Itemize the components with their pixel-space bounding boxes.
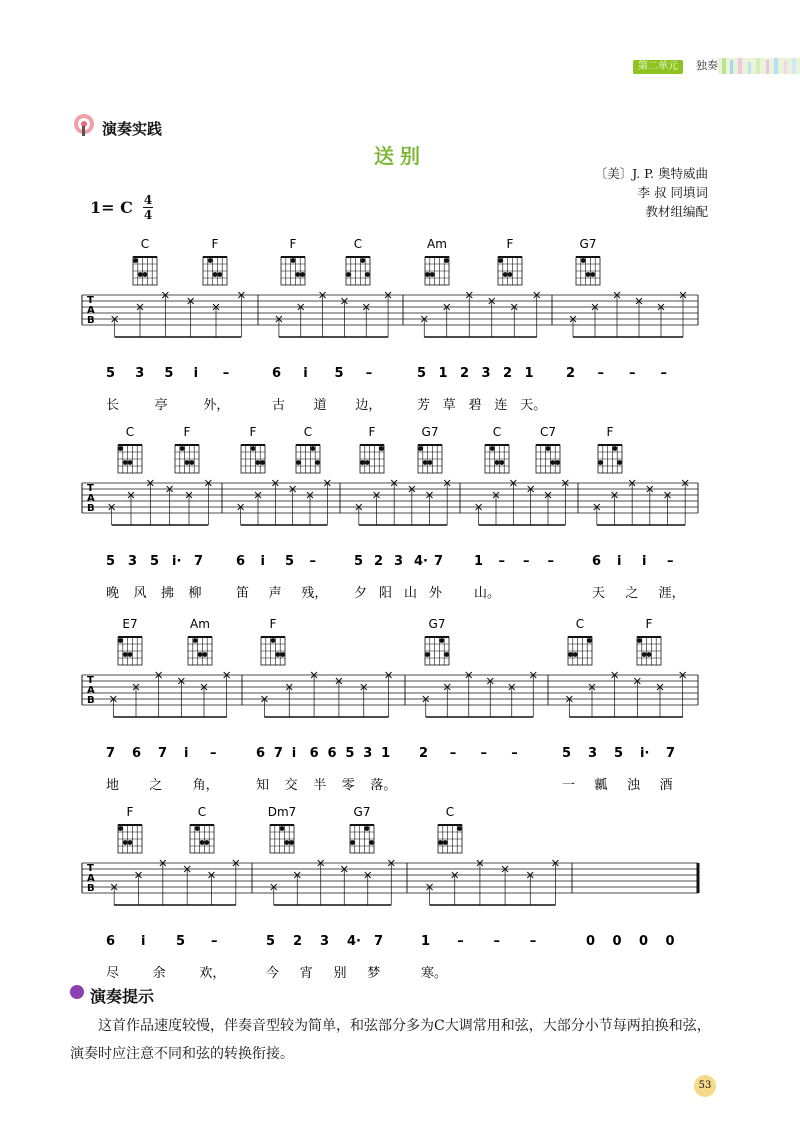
lyric: 残， bbox=[301, 586, 328, 601]
lyric: 宵 bbox=[299, 966, 313, 981]
guitar-icon bbox=[72, 112, 98, 138]
jianpu-note: 5 bbox=[614, 746, 624, 761]
finger-dot bbox=[503, 272, 508, 277]
key-signature: 1= C bbox=[90, 198, 133, 217]
jianpu-note: – bbox=[365, 366, 373, 381]
chord-name: C bbox=[492, 425, 502, 439]
jianpu-note: 2 bbox=[460, 366, 470, 381]
jianpu-note: 7 bbox=[194, 554, 204, 569]
lyric: 边， bbox=[355, 398, 382, 413]
lyric: 外 bbox=[429, 586, 443, 601]
jianpu-note: i· bbox=[172, 554, 182, 569]
jianpu-note: – bbox=[449, 746, 457, 761]
jianpu-note: 3 bbox=[320, 934, 330, 949]
chord-name: F bbox=[506, 237, 514, 251]
finger-dot bbox=[490, 446, 495, 451]
jianpu-note: 7 bbox=[106, 746, 116, 761]
jianpu-note: i bbox=[617, 554, 622, 569]
lyric: 之 bbox=[625, 586, 639, 601]
jianpu-note: 4· bbox=[414, 554, 428, 569]
time-signature bbox=[143, 194, 153, 221]
jianpu-note: i· bbox=[640, 746, 650, 761]
finger-dot bbox=[217, 272, 222, 277]
finger-dot bbox=[118, 446, 123, 451]
lyric: 长 bbox=[106, 398, 120, 413]
jianpu-note: i bbox=[193, 366, 199, 381]
jianpu-note: 5 bbox=[345, 746, 355, 761]
finger-dot bbox=[208, 258, 213, 263]
finger-dot bbox=[289, 840, 294, 845]
lyric: 地 bbox=[106, 778, 120, 793]
finger-dot bbox=[310, 446, 315, 451]
chord-name: C bbox=[125, 425, 135, 439]
jianpu-note: 1 bbox=[474, 554, 484, 569]
finger-dot bbox=[647, 652, 652, 657]
lyric: 尽 bbox=[106, 966, 120, 981]
jianpu-note: – bbox=[309, 554, 316, 569]
lyric: 风 bbox=[133, 586, 147, 601]
lyric: 连 bbox=[494, 398, 508, 413]
finger-dot bbox=[642, 652, 647, 657]
finger-dot bbox=[438, 840, 443, 845]
jianpu-note: – bbox=[667, 554, 674, 569]
chord-name: C bbox=[575, 617, 585, 631]
arranger-credit: 教材组编配 bbox=[645, 204, 708, 219]
chord-name: F bbox=[606, 425, 614, 439]
lyric: 瓤 bbox=[594, 778, 608, 793]
jianpu-note: i bbox=[260, 554, 265, 569]
jianpu-note: – bbox=[523, 554, 530, 569]
lyric: 之 bbox=[149, 778, 163, 793]
lyric: 阳 bbox=[379, 586, 393, 601]
chord-name: E7 bbox=[122, 617, 138, 631]
chord-name: F bbox=[183, 425, 191, 439]
jianpu-note: 0 bbox=[665, 934, 675, 949]
finger-dot bbox=[128, 840, 133, 845]
finger-dot bbox=[346, 272, 351, 277]
lyric: 柳 bbox=[188, 586, 202, 601]
finger-dot bbox=[457, 826, 462, 831]
finger-dot bbox=[365, 272, 370, 277]
tab-letter: A bbox=[87, 493, 95, 504]
lyric: 别 bbox=[333, 966, 347, 981]
lyric: 涯， bbox=[658, 586, 685, 601]
jianpu-note: – bbox=[660, 366, 667, 381]
meter-bottom: 4 bbox=[143, 208, 153, 222]
lyric: 道 bbox=[313, 398, 327, 413]
chord-name: Am bbox=[190, 617, 210, 631]
finger-dot bbox=[251, 446, 256, 451]
finger-dot bbox=[637, 638, 642, 643]
chord-name: C bbox=[445, 805, 455, 819]
jianpu-note: 1 bbox=[438, 366, 448, 381]
jianpu-note: 5 bbox=[334, 366, 344, 381]
finger-dot bbox=[260, 460, 265, 465]
jianpu-note: i bbox=[642, 554, 647, 569]
jianpu-note: – bbox=[457, 934, 464, 949]
tab-letter: A bbox=[87, 305, 95, 316]
jianpu-note: 7 bbox=[434, 554, 444, 569]
tab-letter: B bbox=[87, 315, 95, 326]
finger-dot bbox=[189, 460, 194, 465]
jianpu-note: 6 bbox=[132, 746, 142, 761]
finger-dot bbox=[296, 460, 301, 465]
finger-dot bbox=[185, 460, 190, 465]
finger-dot bbox=[581, 258, 586, 263]
finger-dot bbox=[133, 258, 138, 263]
jianpu-note: 3 bbox=[481, 366, 491, 381]
score-system bbox=[82, 617, 698, 793]
hints-heading: 演奏提示 bbox=[90, 987, 155, 1006]
finger-dot bbox=[555, 460, 560, 465]
jianpu-note: 4· bbox=[347, 934, 361, 949]
finger-dot bbox=[200, 840, 205, 845]
lyric: 今 bbox=[266, 966, 280, 981]
lyric: 天 bbox=[592, 586, 606, 601]
finger-dot bbox=[284, 840, 289, 845]
finger-dot bbox=[508, 272, 513, 277]
finger-dot bbox=[123, 840, 128, 845]
jianpu-note: 6 bbox=[272, 366, 282, 381]
finger-dot bbox=[315, 460, 320, 465]
finger-dot bbox=[423, 460, 428, 465]
jianpu-note: i bbox=[184, 746, 189, 761]
tab-letter: T bbox=[87, 483, 94, 494]
jianpu-note: 2 bbox=[293, 934, 303, 949]
finger-dot bbox=[428, 460, 433, 465]
lyric: 一 bbox=[562, 778, 576, 793]
jianpu-note: 5 bbox=[562, 746, 572, 761]
bullet-icon bbox=[68, 982, 86, 1000]
chord-name: F bbox=[211, 237, 219, 251]
lyric: 零 bbox=[341, 778, 355, 793]
jianpu-note: 2 bbox=[374, 554, 384, 569]
finger-dot bbox=[587, 638, 592, 643]
finger-dot bbox=[418, 446, 423, 451]
finger-dot bbox=[586, 272, 591, 277]
finger-dot bbox=[280, 652, 285, 657]
finger-dot bbox=[444, 258, 449, 263]
finger-dot bbox=[255, 460, 260, 465]
chord-name: F bbox=[368, 425, 376, 439]
finger-dot bbox=[128, 460, 133, 465]
lyric: 山 bbox=[404, 586, 418, 601]
jianpu-note: i bbox=[291, 746, 297, 761]
jianpu-note: 5 bbox=[354, 554, 364, 569]
jianpu-note: 5 bbox=[176, 934, 186, 949]
jianpu-note: 7 bbox=[374, 934, 384, 949]
jianpu-note: 0 bbox=[612, 934, 622, 949]
lyric: 角， bbox=[192, 778, 219, 793]
jianpu-note: 6 bbox=[236, 554, 246, 569]
finger-dot bbox=[180, 446, 185, 451]
jianpu-note: – bbox=[629, 366, 636, 381]
lyric: 半 bbox=[313, 778, 327, 793]
finger-dot bbox=[617, 460, 622, 465]
chord-name: C bbox=[140, 237, 150, 251]
jianpu-note: 2 bbox=[503, 366, 513, 381]
jianpu-note: 6 bbox=[256, 746, 266, 761]
tab-letter: T bbox=[87, 295, 94, 306]
finger-dot bbox=[425, 272, 430, 277]
jianpu-note: 5 bbox=[106, 554, 116, 569]
finger-dot bbox=[360, 460, 365, 465]
jianpu-note: 2 bbox=[419, 746, 429, 761]
finger-dot bbox=[300, 272, 305, 277]
lyric: 外， bbox=[203, 398, 230, 413]
finger-dot bbox=[204, 840, 209, 845]
finger-dot bbox=[213, 272, 218, 277]
jianpu-note: 3 bbox=[128, 554, 138, 569]
finger-dot bbox=[118, 826, 123, 831]
lyric: 拂 bbox=[161, 586, 175, 601]
finger-dot bbox=[123, 652, 128, 657]
jianpu-note: 1 bbox=[421, 934, 431, 949]
meter-top: 4 bbox=[143, 193, 153, 207]
finger-dot bbox=[295, 272, 300, 277]
chord-name: G7 bbox=[428, 617, 446, 631]
finger-dot bbox=[444, 652, 449, 657]
jianpu-note: – bbox=[210, 746, 217, 761]
finger-dot bbox=[590, 272, 595, 277]
finger-dot bbox=[193, 638, 198, 643]
jianpu-note: 6 bbox=[309, 746, 319, 761]
lyric: 山。 bbox=[474, 586, 501, 601]
finger-dot bbox=[598, 460, 603, 465]
lyricist-credit: 李 叔 同填词 bbox=[637, 185, 708, 200]
jianpu-note: 1 bbox=[381, 746, 391, 761]
lyric: 芳 bbox=[417, 398, 431, 413]
finger-dot bbox=[439, 638, 444, 643]
tab-letter: A bbox=[87, 873, 95, 884]
finger-dot bbox=[430, 272, 435, 277]
jianpu-note: 7 bbox=[666, 746, 676, 761]
chord-name: F bbox=[126, 805, 134, 819]
tab-letter: A bbox=[87, 685, 95, 696]
finger-dot bbox=[202, 652, 207, 657]
finger-dot bbox=[350, 840, 355, 845]
jianpu-note: – bbox=[211, 934, 218, 949]
chord-name: C bbox=[353, 237, 363, 251]
lyric: 交 bbox=[284, 778, 298, 793]
jianpu-note: 5 bbox=[150, 554, 160, 569]
jianpu-note: 3 bbox=[363, 746, 373, 761]
jianpu-note: i bbox=[303, 366, 308, 381]
finger-dot bbox=[275, 652, 280, 657]
chord-name: Am bbox=[427, 237, 447, 251]
finger-dot bbox=[195, 826, 200, 831]
score-system bbox=[82, 237, 698, 413]
finger-dot bbox=[568, 652, 573, 657]
finger-dot bbox=[443, 840, 448, 845]
unit-badge: 第二单元 bbox=[633, 60, 683, 74]
lyric: 笛 bbox=[236, 586, 250, 601]
jianpu-note: 5 bbox=[285, 554, 295, 569]
finger-dot bbox=[291, 258, 296, 263]
jianpu-note: 6 bbox=[106, 934, 116, 949]
jianpu-note: 3 bbox=[394, 554, 404, 569]
lyric: 寒。 bbox=[421, 966, 448, 981]
finger-dot bbox=[360, 258, 365, 263]
lyric: 声 bbox=[268, 586, 282, 601]
finger-dot bbox=[128, 652, 133, 657]
lyric: 晚 bbox=[106, 586, 120, 601]
song-title: 送别 bbox=[374, 144, 426, 168]
tab-letter: T bbox=[87, 675, 94, 686]
finger-dot bbox=[271, 638, 276, 643]
finger-dot bbox=[143, 272, 148, 277]
tab-letter: B bbox=[87, 695, 95, 706]
finger-dot bbox=[546, 446, 551, 451]
finger-dot bbox=[379, 446, 384, 451]
section-label: 独奏 bbox=[696, 59, 718, 72]
lyric: 碧 bbox=[468, 398, 482, 413]
jianpu-note: 7 bbox=[273, 746, 283, 761]
finger-dot bbox=[498, 258, 503, 263]
chord-name: C bbox=[303, 425, 313, 439]
finger-dot bbox=[123, 460, 128, 465]
jianpu-note: 5 bbox=[266, 934, 276, 949]
jianpu-note: – bbox=[529, 934, 537, 949]
jianpu-note: – bbox=[511, 746, 518, 761]
finger-dot bbox=[573, 652, 578, 657]
jianpu-note: – bbox=[222, 366, 230, 381]
chord-name: C bbox=[197, 805, 207, 819]
chord-name: C7 bbox=[539, 425, 557, 439]
finger-dot bbox=[550, 460, 555, 465]
lyric: 酒 bbox=[659, 778, 673, 793]
jianpu-note: 0 bbox=[586, 934, 596, 949]
chord-name: F bbox=[289, 237, 297, 251]
jianpu-note: – bbox=[547, 554, 554, 569]
lyric: 亭 bbox=[154, 398, 168, 413]
tab-letter: B bbox=[87, 503, 95, 514]
jianpu-note: – bbox=[498, 554, 505, 569]
song-credits bbox=[595, 164, 708, 221]
score-system bbox=[82, 425, 698, 601]
finger-dot bbox=[198, 652, 203, 657]
finger-dot bbox=[138, 272, 143, 277]
tab-letter: T bbox=[87, 863, 94, 874]
practice-heading: 演奏实践 bbox=[102, 120, 163, 138]
jianpu-note: 5 bbox=[164, 366, 174, 381]
jianpu-note: – bbox=[480, 746, 487, 761]
jianpu-note: 6 bbox=[327, 746, 337, 761]
finger-dot bbox=[365, 460, 370, 465]
jianpu-note: 0 bbox=[639, 934, 649, 949]
jianpu-note: 5 bbox=[417, 366, 427, 381]
lyric: 浊 bbox=[627, 778, 641, 793]
lyric: 落。 bbox=[370, 778, 397, 793]
lyric: 欢， bbox=[199, 966, 226, 981]
lyric: 草 bbox=[442, 398, 456, 413]
lyric: 古 bbox=[272, 398, 286, 413]
chord-name: F bbox=[249, 425, 257, 439]
lyric: 梦 bbox=[367, 966, 381, 981]
lyric: 余 bbox=[152, 966, 166, 981]
finger-dot bbox=[118, 638, 123, 643]
chord-name: F bbox=[269, 617, 277, 631]
finger-dot bbox=[499, 460, 504, 465]
chord-name: G7 bbox=[421, 425, 439, 439]
lyric: 夕 bbox=[354, 586, 368, 601]
finger-dot bbox=[369, 840, 374, 845]
jianpu-note: – bbox=[597, 366, 604, 381]
header-stripes bbox=[718, 56, 800, 76]
score-system bbox=[82, 805, 698, 981]
jianpu-note: 3 bbox=[135, 366, 145, 381]
jianpu-note: 5 bbox=[106, 366, 116, 381]
hints-body: 这首作品速度较慢，伴奏音型较为简单，和弦部分多为C大调常用和弦，大部分小节每两拍换和弦，演奏时应注意不同和弦的转换衔接。 bbox=[70, 1018, 711, 1062]
chord-name: G7 bbox=[353, 805, 371, 819]
tab-letter: B bbox=[87, 883, 95, 894]
score bbox=[0, 225, 800, 985]
chord-name: Dm7 bbox=[267, 805, 297, 819]
lyric: 天。 bbox=[520, 398, 547, 413]
finger-dot bbox=[425, 652, 430, 657]
finger-dot bbox=[364, 826, 369, 831]
jianpu-note: 3 bbox=[588, 746, 598, 761]
lyric: 知 bbox=[256, 778, 270, 793]
chord-name: G7 bbox=[579, 237, 597, 251]
jianpu-note: 7 bbox=[158, 746, 168, 761]
finger-dot bbox=[612, 446, 617, 451]
finger-dot bbox=[280, 826, 285, 831]
page-number: 53 bbox=[694, 1075, 716, 1097]
jianpu-note: 6 bbox=[592, 554, 602, 569]
jianpu-note: i bbox=[141, 934, 146, 949]
chord-name: F bbox=[645, 617, 653, 631]
jianpu-note: – bbox=[493, 934, 500, 949]
jianpu-note: 1 bbox=[524, 366, 534, 381]
composer-credit: 〔美〕J. P. 奥特威曲 bbox=[594, 166, 708, 181]
jianpu-note: 2 bbox=[566, 366, 576, 381]
finger-dot bbox=[495, 460, 500, 465]
